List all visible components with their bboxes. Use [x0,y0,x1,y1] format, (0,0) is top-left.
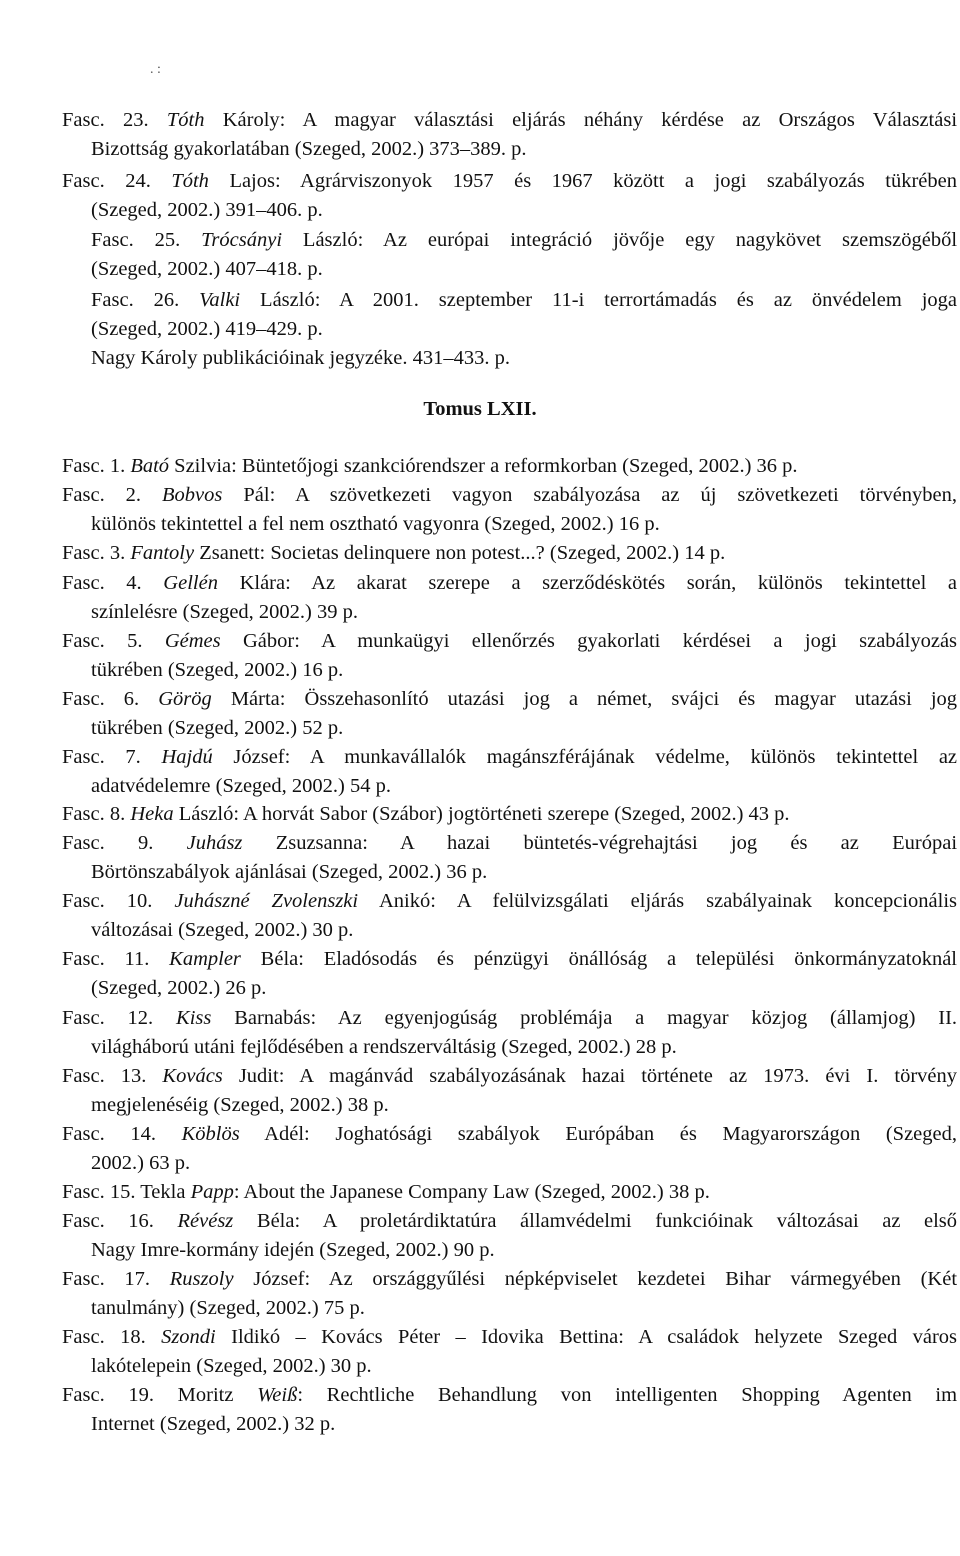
entry-fasc-7: Fasc. 7. Hajdú József: A munkavállalók magánszférájának védelme, különös tekintettel az adatvédelemre (Szeged, 2002.) 54 p. [62,746,958,797]
entry-fasc-3: Fasc. 3. Fantoly Zsanett: Societas delinquere non potest...? (Szeged, 2002.) 14 p. [62,542,726,564]
entry-fasc-9: Fasc. 9. Juhász Zsuzsanna: A hazai büntetés-végrehajtási jog és az Európai Börtönszabályok ajánlásai (Szeged, 2002.) 36 p. [62,832,958,883]
entry-fasc-15: Fasc. 15. Tekla Papp: About the Japanese Company Law (Szeged, 2002.) 38 p. [62,1181,710,1203]
entry-fasc-13: Fasc. 13. Kovács Judit: A magánvád szabályozásának hazai története az 1973. évi I. törvény megjelenéséig (Szeged, 2002.) 38 p. [62,1065,958,1116]
entry-fasc-16: Fasc. 16. Révész Béla: A proletárdiktatúra államvédelmi funkcióinak változásai az első Nagy Imre-kormány idején (Szeged, 2002.) 90 p. [62,1210,958,1261]
entry-fasc-12: Fasc. 12. Kiss Barnabás: Az egyenjogúság problémája a magyar közjog (államjog) II. világháború utáni fejlődésében a rendszerváltásig (Szeged, 2002.) 28 p. [62,1007,958,1058]
entry-fasc-6: Fasc. 6. Görög Márta: Összehasonlító utazási jog a német, svájci és magyar utazási jog tükrében (Szeged, 2002.) 52 p. [62,688,958,739]
entry-fasc-11: Fasc. 11. Kampler Béla: Eladósodás és pénzügyi önállóság a települési önkormányzatoknál (Szeged, 2002.) 26 p. [62,948,958,999]
entry-fasc-5: Fasc. 5. Gémes Gábor: A munkaügyi ellenőrzés gyakorlati kérdései a jogi szabályozás tükrében (Szeged, 2002.) 16 p. [62,630,958,681]
entry-fasc-4: Fasc. 4. Gellén Klára: Az akarat szerepe a szerződéskötés során, különös tekintettel a színlelésre (Szeged, 2002.) 39 p. [62,572,958,623]
entry-fasc-19: Fasc. 19. Moritz Weiß: Rechtliche Behandlung von intelligenten Shopping Agenten im Internet (Szeged, 2002.) 32 p. [62,1384,958,1435]
entry-fasc-8: Fasc. 8. Heka László: A horvát Sabor (Szábor) jogtörténeti szerepe (Szeged, 2002.) 43 p. [62,803,790,825]
entry-fasc-18: Fasc. 18. Szondi Ildikó – Kovács Péter – Idovika Bettina: A családok helyzete Szeged város lakótelepein (Szeged, 2002.) 30 p. [62,1326,957,1377]
entry-fasc-23: Fasc. 23. Tóth Károly: A magyar választási eljárás néhány kérdése az Országos Választási Bizottság gyakorlatában (Szeged, 2002.) 373–389. p. [62,109,958,160]
publications-list-line: Nagy Károly publikációinak jegyzéke. 431–433. p. [91,347,510,369]
entry-fasc-2: Fasc. 2. Bobvos Pál: A szövetkezeti vagyon szabályozása az új szövetkezeti törvényben, különös tekintettel a fel nem osztható vagyonra (Szeged, 2002.) 16 p. [62,484,958,535]
entry-fasc-17: Fasc. 17. Ruszoly József: Az országgyűlési népképviselet kezdetei Bihar vármegyében (Két tanulmány) (Szeged, 2002.) 75 p. [62,1268,958,1319]
entry-fasc-1: Fasc. 1. Bató Szilvia: Büntetőjogi szankciórendszer a reformkorban (Szeged, 2002.) 36 p. [62,455,798,477]
entry-fasc-25: Fasc. 25. Trócsányi László: Az európai integráció jövője egy nagykövet szemszögéből (Szeged, 2002.) 407–418. p. [91,229,958,280]
entry-fasc-14: Fasc. 14. Köblös Adél: Joghatósági szabályok Európában és Magyarországon (Szeged, 2002.) 63 p. [62,1123,958,1174]
scan-mark: . : [150,62,161,77]
tomus-heading: Tomus LXII. [423,398,537,420]
entry-fasc-24: Fasc. 24. Tóth Lajos: Agrárviszonyok 1957 és 1967 között a jogi szabályozás tükrében (Szeged, 2002.) 391–406. p. [62,170,958,221]
entry-fasc-26: Fasc. 26. Valki László: A 2001. szeptember 11-i terrortámadás és az önvédelem joga (Szeged, 2002.) 419–429. p. [91,289,957,340]
entry-fasc-10: Fasc. 10. Juhászné Zvolenszki Anikó: A felülvizsgálati eljárás szabályainak koncepcionális változásai (Szeged, 2002.) 30 p. [62,890,958,941]
